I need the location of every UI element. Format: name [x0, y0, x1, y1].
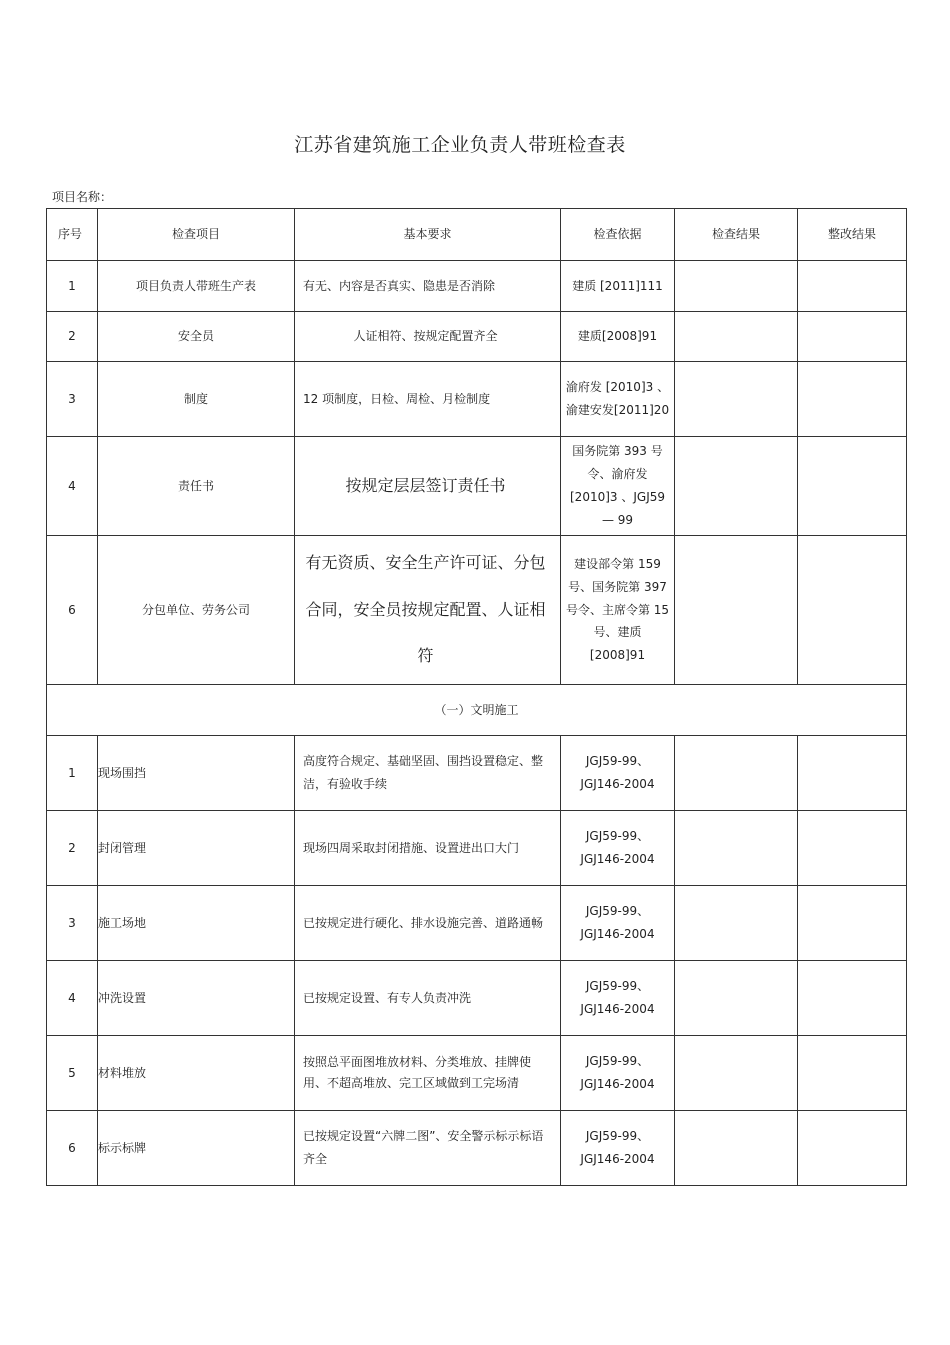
row-result[interactable]	[675, 1111, 798, 1186]
header-seq: 序号	[47, 209, 98, 261]
section-title: （一）文明施工	[47, 685, 907, 736]
row-item: 项目负责人带班生产表	[98, 261, 295, 312]
row-basis: 国务院第 393 号令、渝府发 [2010]3 、JGJ59 — 99	[561, 437, 675, 536]
table-row	[47, 536, 907, 685]
row-result[interactable]	[675, 536, 798, 685]
row-basis: 建质[2008]91	[561, 312, 675, 362]
table-row	[47, 1036, 907, 1111]
header-rectify: 整改结果	[798, 209, 907, 261]
row-seq: 3	[47, 886, 98, 961]
row-requirement: 已按规定设置“六牌二图”、安全警示标示标语齐全	[295, 1111, 561, 1186]
row-seq: 5	[47, 1036, 98, 1111]
project-name-label: 项目名称：	[52, 190, 113, 204]
row-result[interactable]	[675, 312, 798, 362]
row-basis: JGJ59-99、JGJ146-2004	[561, 886, 675, 961]
table-row	[47, 1111, 907, 1186]
row-rectify[interactable]	[798, 886, 907, 961]
row-result[interactable]	[675, 1036, 798, 1111]
row-item: 责任书	[98, 437, 295, 536]
row-result[interactable]	[675, 961, 798, 1036]
row-item: 施工场地	[98, 886, 295, 961]
row-rectify[interactable]	[798, 312, 907, 362]
header-result: 检查结果	[675, 209, 798, 261]
row-rectify[interactable]	[798, 362, 907, 437]
row-requirement: 有无、内容是否真实、隐患是否消除	[295, 261, 561, 312]
row-result[interactable]	[675, 736, 798, 811]
row-requirement: 已按规定设置、有专人负责冲洗	[295, 961, 561, 1036]
row-basis: 建质 [2011]111	[561, 261, 675, 312]
header-item: 检查项目	[98, 209, 295, 261]
table-row	[47, 961, 907, 1036]
row-seq: 6	[47, 536, 98, 685]
table-header-row	[47, 209, 907, 261]
row-requirement: 现场四周采取封闭措施、设置进出口大门	[295, 811, 561, 886]
table-row	[47, 886, 907, 961]
table-row	[47, 437, 907, 536]
row-item: 标示标牌	[98, 1111, 295, 1186]
row-item: 安全员	[98, 312, 295, 362]
row-rectify[interactable]	[798, 811, 907, 886]
row-item: 分包单位、劳务公司	[98, 536, 295, 685]
row-rectify[interactable]	[798, 736, 907, 811]
row-rectify[interactable]	[798, 261, 907, 312]
row-seq: 4	[47, 961, 98, 1036]
row-item: 制度	[98, 362, 295, 437]
header-basis: 检查依据	[561, 209, 675, 261]
row-seq: 3	[47, 362, 98, 437]
row-seq: 2	[47, 811, 98, 886]
row-seq: 6	[47, 1111, 98, 1186]
row-item: 封闭管理	[98, 811, 295, 886]
row-requirement: 高度符合规定、基础坚固、围挡设置稳定、整洁，有验收手续	[295, 736, 561, 811]
table-row	[47, 261, 907, 312]
page-title: 江苏省建筑施工企业负责人带班检查表	[294, 134, 626, 156]
header-requirement: 基本要求	[295, 209, 561, 261]
table-row	[47, 362, 907, 437]
row-result[interactable]	[675, 437, 798, 536]
row-basis: 渝府发 [2010]3 、渝建安发[2011]20	[561, 362, 675, 437]
row-result[interactable]	[675, 261, 798, 312]
inspection-table	[46, 208, 907, 1186]
table-row	[47, 736, 907, 811]
row-requirement: 按规定层层签订责任书	[295, 437, 561, 536]
row-basis: JGJ59-99、JGJ146-2004	[561, 961, 675, 1036]
row-seq: 1	[47, 736, 98, 811]
row-seq: 4	[47, 437, 98, 536]
row-requirement: 有无资质、安全生产许可证、分包合同，安全员按规定配置、人证相符	[295, 536, 561, 685]
row-item: 材料堆放	[98, 1036, 295, 1111]
row-item: 冲洗设置	[98, 961, 295, 1036]
section-title-row	[47, 685, 907, 736]
row-rectify[interactable]	[798, 536, 907, 685]
row-requirement: 人证相符、按规定配置齐全	[295, 312, 561, 362]
table-row	[47, 811, 907, 886]
row-seq: 1	[47, 261, 98, 312]
row-item: 现场围挡	[98, 736, 295, 811]
row-rectify[interactable]	[798, 1036, 907, 1111]
row-result[interactable]	[675, 811, 798, 886]
row-result[interactable]	[675, 886, 798, 961]
row-basis: JGJ59-99、JGJ146-2004	[561, 736, 675, 811]
row-requirement: 按照总平面图堆放材料、分类堆放、挂牌使用、不超高堆放、完工区域做到工完场清	[295, 1036, 561, 1111]
table-row	[47, 312, 907, 362]
row-basis: JGJ59-99、JGJ146-2004	[561, 811, 675, 886]
row-rectify[interactable]	[798, 1111, 907, 1186]
row-basis: 建设部令第 159 号、国务院第 397 号令、主席令第 15 号、建质 [2008]91	[561, 536, 675, 685]
row-requirement: 12 项制度，日检、周检、月检制度	[295, 362, 561, 437]
row-basis: JGJ59-99、JGJ146-2004	[561, 1036, 675, 1111]
row-basis: JGJ59-99、JGJ146-2004	[561, 1111, 675, 1186]
row-seq: 2	[47, 312, 98, 362]
row-rectify[interactable]	[798, 437, 907, 536]
row-result[interactable]	[675, 362, 798, 437]
row-rectify[interactable]	[798, 961, 907, 1036]
row-requirement: 已按规定进行硬化、排水设施完善、道路通畅	[295, 886, 561, 961]
